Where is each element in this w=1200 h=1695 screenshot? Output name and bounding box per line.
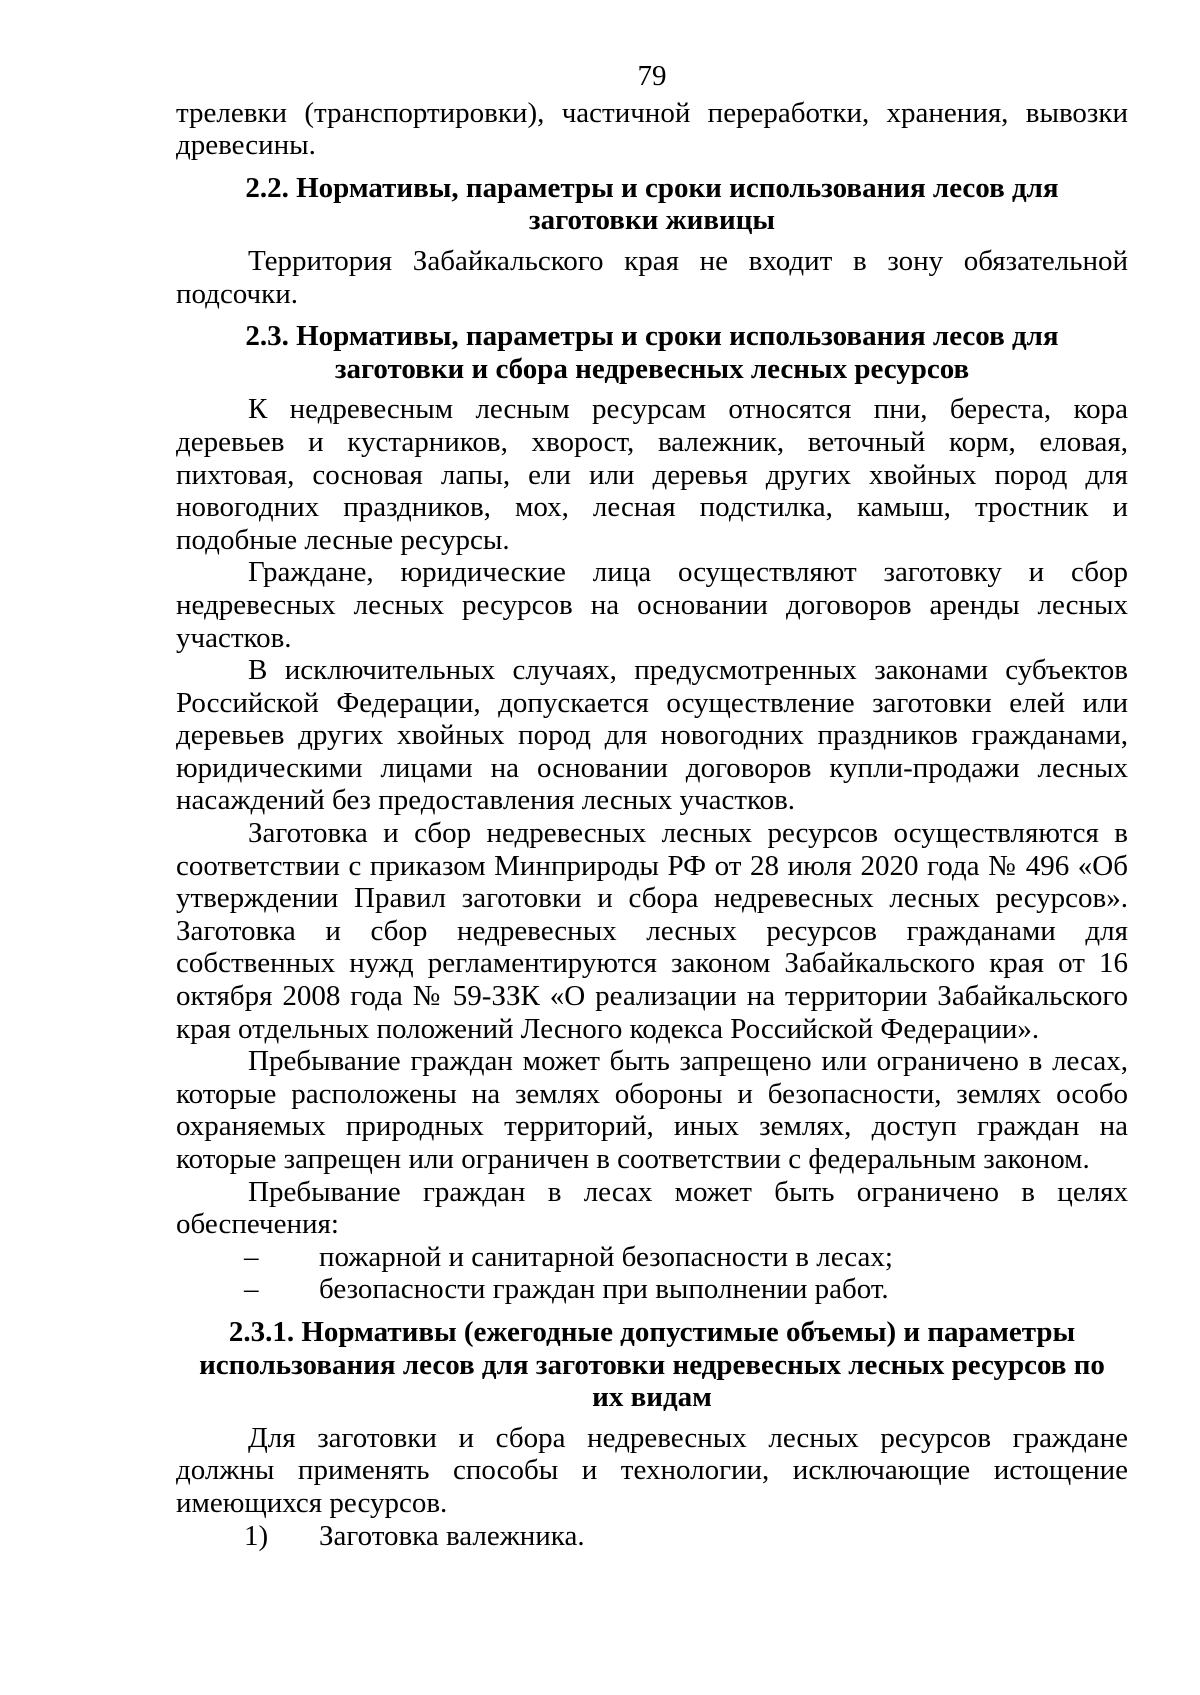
section-2-3-paragraph-1: К недревесным лесным ресурсам относятся пни, береста, кора деревьев и кустарников, хворост, валежник, веточный корм, еловая, пихтовая, сосновая лапы, ели или деревья других хвойных пород для новогодних праздников, мох, лесная подстилка, камыш, тростник и подобные лесные ресурсы. (176, 393, 1128, 556)
section-2-3-paragraph-2: Граждане, юридические лица осуществляют заготовку и сбор недревесных лесных ресурсов на основании договоров аренды лесных участков. (176, 556, 1128, 654)
list-item-text: безопасности граждан при выполнении работ. (319, 1273, 889, 1306)
section-2-3-heading: 2.3. Нормативы, параметры и сроки использования лесов для заготовки и сбора недревесных лесных ресурсов (245, 320, 1059, 385)
section-2-2-heading: 2.2. Нормативы, параметры и сроки использования лесов для заготовки живицы (245, 171, 1059, 237)
section-2-3-paragraph-4: Заготовка и сбор недревесных лесных ресурсов осуществляются в соответствии с приказом Минприроды РФ от 28 июля 2020 года № 496 «Об утверждении Правил заготовки и сбора недревесных лесных ресурсов». Заготовка и сбор недревесных лесных ресурсов гражданами для собственных нужд регламентируются законом Забайкальского края от 16 октября 2008 года № 59-ЗЗК «О реализации на территории Забайкальского края отдельных положений Лесного кодекса Российской Федерации». (176, 817, 1128, 1045)
list-item (176, 1273, 1128, 1306)
page-number: 79 (637, 60, 667, 92)
intro-paragraph: трелевки (транспортировки), частичной переработки, хранения, вывозки древесины. (176, 96, 1128, 162)
section-2-3-1-heading: 2.3.1. Нормативы (ежегодные допустимые объемы) и параметры использования лесов для заготовки недревесных лесных ресурсов по их видам (199, 1315, 1105, 1414)
section-2-2-paragraph: Территория Забайкальского края не входит в зону обязательной подсочки. (176, 244, 1128, 310)
list-number: 1) (244, 1519, 269, 1552)
section-2-3-paragraph-6: Пребывание граждан в лесах может быть ограничено в целях обеспечения: (176, 1175, 1128, 1241)
section-2-3-paragraph-5: Пребывание граждан может быть запрещено или ограничено в лесах, которые расположены на землях обороны и безопасности, землях особо охраняемых природных территорий, иных землях, доступ граждан на которые запрещен или ограничен в соответствии с федеральным законом. (176, 1045, 1128, 1175)
list-item-text: пожарной и санитарной безопасности в лесах; (319, 1240, 893, 1273)
section-2-3-paragraph-3: В исключительных случаях, предусмотренных законами субъектов Российской Федерации, допускается осуществление заготовки елей или деревьев других хвойных пород для новогодних праздников гражданами, юридическими лицами на основании договоров купли-продажи лесных насаждений без предоставления лесных участков. (176, 654, 1128, 817)
list-item (176, 1241, 1128, 1274)
list-dash: – (244, 1240, 259, 1273)
list-item-text: Заготовка валежника. (319, 1519, 585, 1552)
list-dash: – (244, 1273, 259, 1306)
document-page (176, 60, 1128, 1552)
section-2-3-1-paragraph: Для заготовки и сбора недревесных лесных ресурсов граждане должны применять способы и технологии, исключающие истощение имеющихся ресурсов. (176, 1421, 1128, 1519)
numbered-list-item (176, 1520, 1128, 1553)
